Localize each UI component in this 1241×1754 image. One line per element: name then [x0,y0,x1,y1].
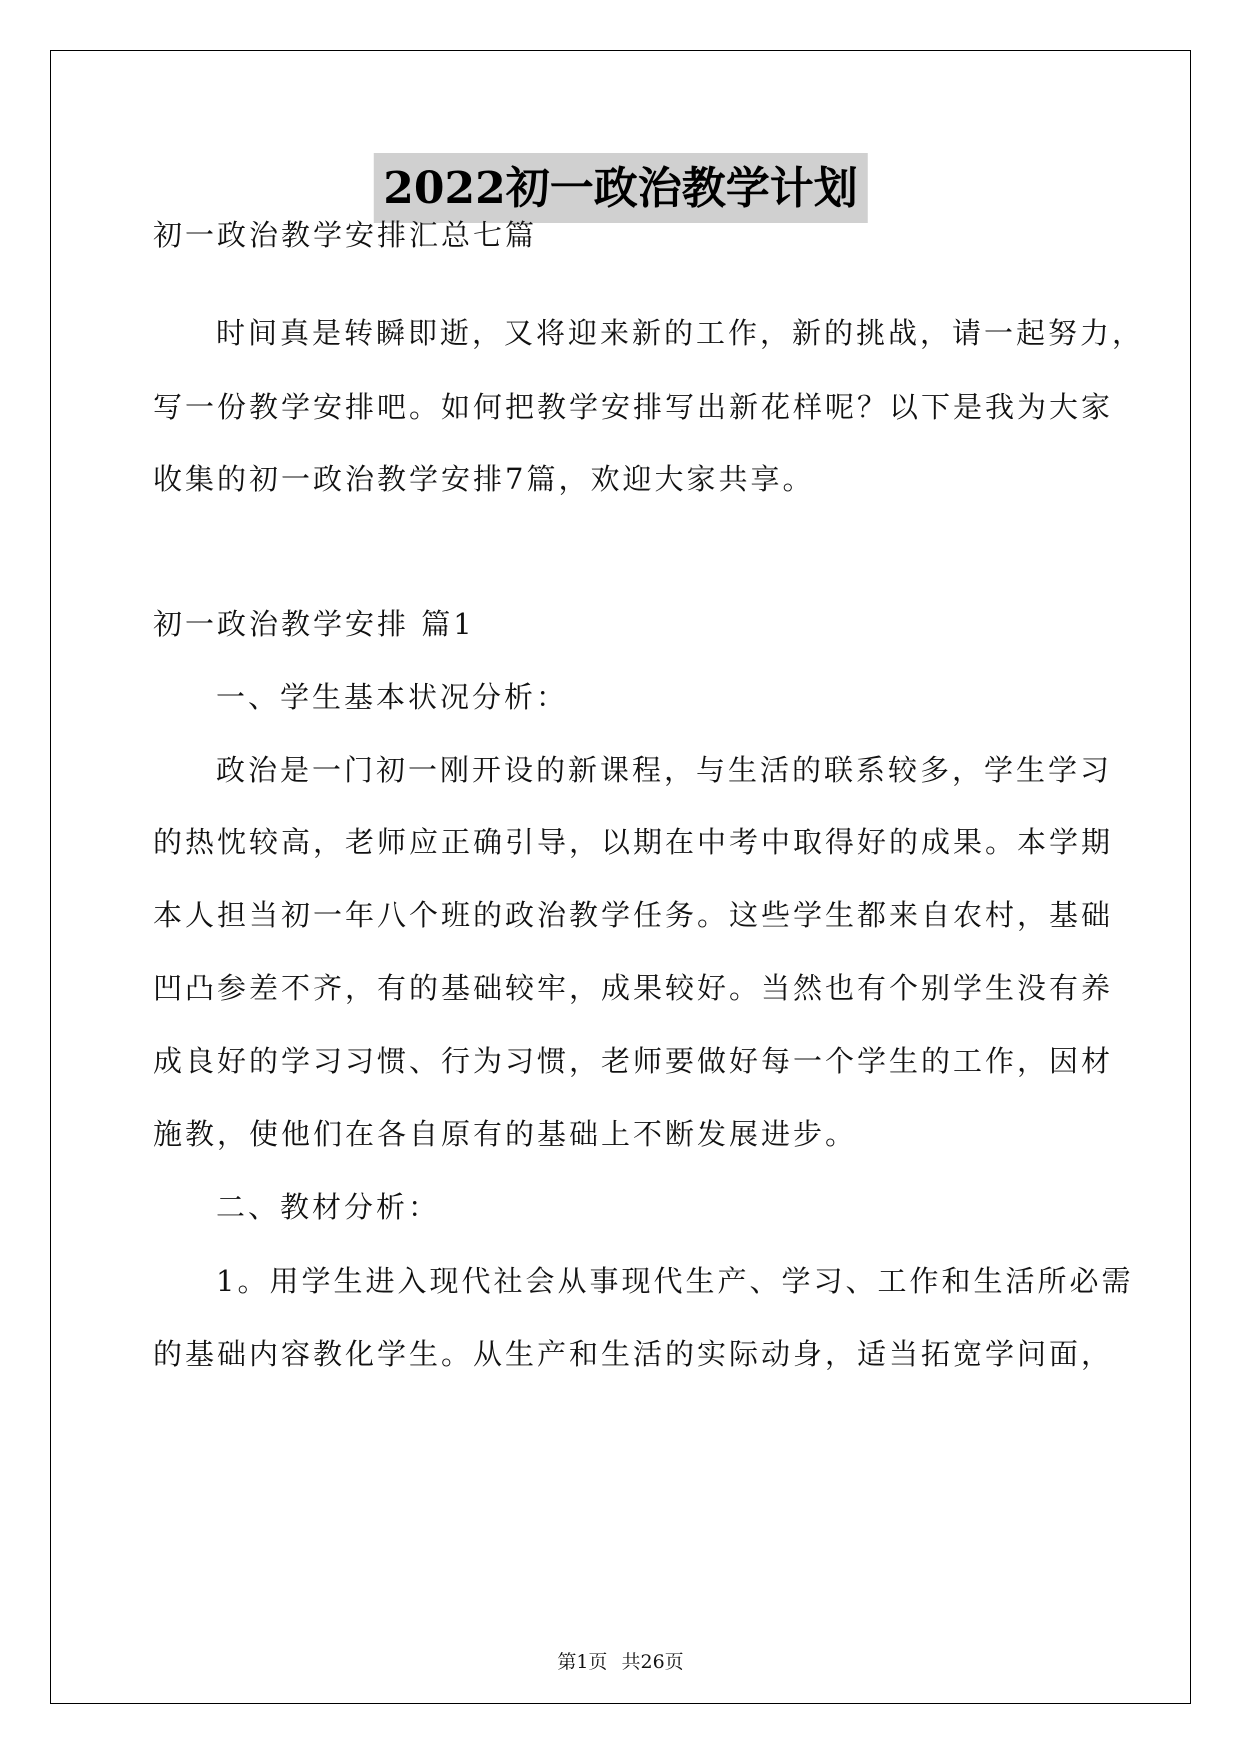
page-total: 共26页 [621,1651,684,1673]
intro-line: 收集的初一政治教学安排7篇，欢迎大家共享。 [153,462,815,496]
document-subtitle: 初一政治教学安排汇总七篇 [153,218,538,252]
part2-heading: 二、教材分析： [216,1190,441,1224]
document-page [50,50,1191,1704]
paragraph-line: 本人担当初一年八个班的政治教学任务。这些学生都来自农村，基础 [153,898,1114,932]
paragraph-line: 政治是一门初一刚开设的新课程，与生活的联系较多，学生学习 [216,753,1113,787]
paragraph-line: 施教，使他们在各自原有的基础上不断发展进步。 [153,1117,858,1151]
paragraph-line: 的热忱较高，老师应正确引导，以期在中考中取得好的成果。本学期 [153,825,1114,859]
paragraph-line: 凹凸参差不齐，有的基础较牢，成果较好。当然也有个别学生没有养 [153,971,1114,1005]
paragraph-line: 成良好的学习习惯、行为习惯，老师要做好每一个学生的工作，因材 [153,1044,1114,1078]
page-footer [553,1647,687,1674]
document-title: 2022初一政治教学计划 [373,153,867,223]
section-heading: 初一政治教学安排 篇1 [153,607,475,641]
part1-heading: 一、学生基本状况分析： [216,680,569,714]
paragraph-line: 1。用学生进入现代社会从事现代生产、学习、工作和生活所必需 [216,1264,1134,1298]
intro-line: 写一份教学安排吧。如何把教学安排写出新花样呢？以下是我为大家 [153,390,1114,424]
page-number: 第1页 [557,1651,608,1673]
intro-line: 时间真是转瞬即逝，又将迎来新的工作，新的挑战，请一起努力， [216,316,1145,350]
paragraph-line: 的基础内容教化学生。从生产和生活的实际动身，适当拓宽学问面， [153,1337,1114,1371]
